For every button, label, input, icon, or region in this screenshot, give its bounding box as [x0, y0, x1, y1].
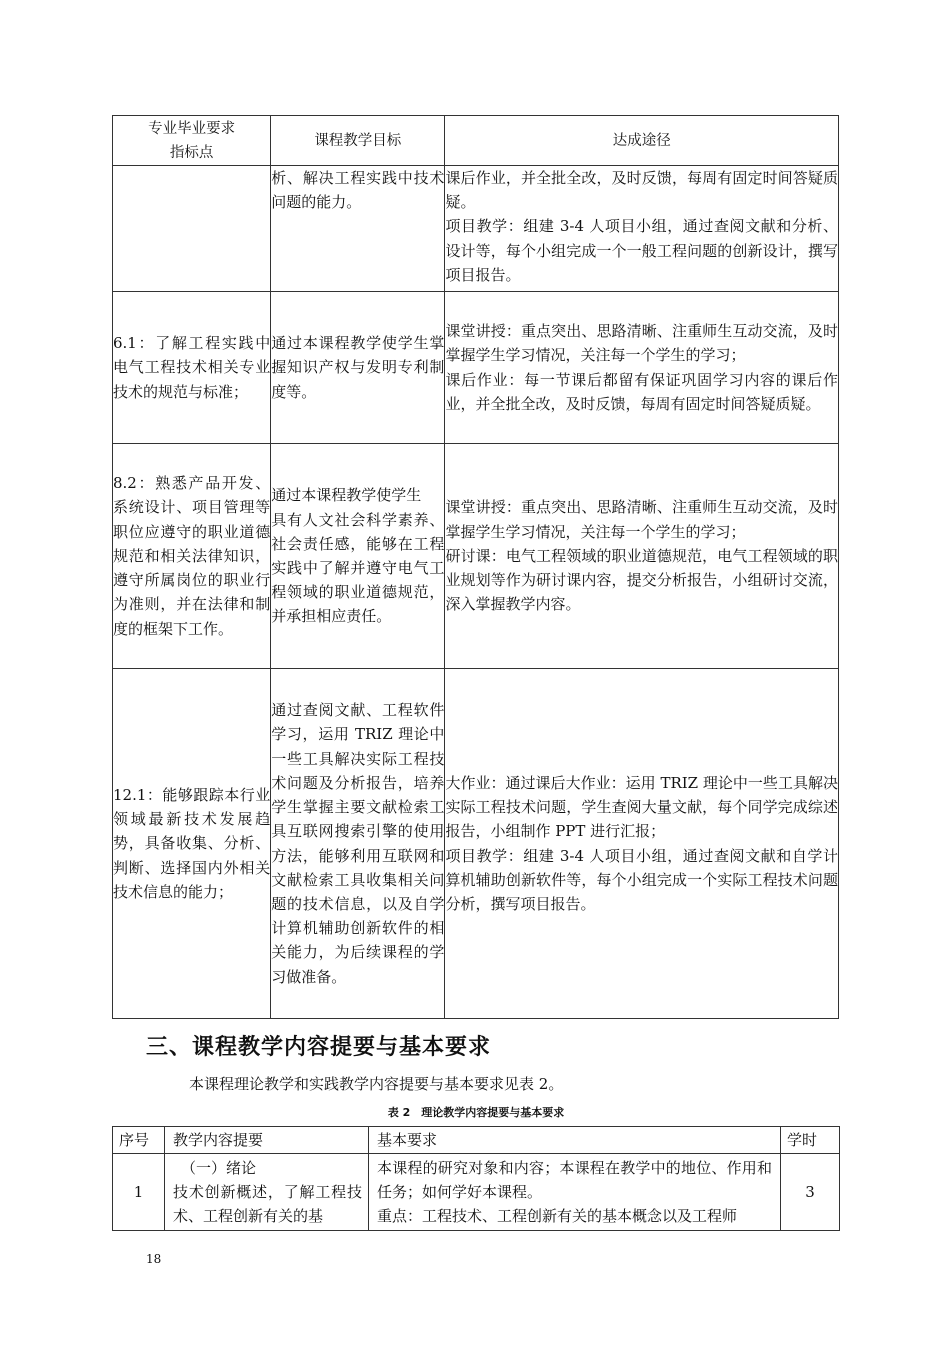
requirement-cell: [369, 1154, 781, 1231]
section-title: 三、课程教学内容提要与基本要求: [146, 1035, 492, 1060]
page-number: 18: [146, 1252, 162, 1266]
table-row: [113, 669, 839, 1019]
ways-cell: [445, 669, 839, 1019]
requirement-cell: 12.1：能够跟踪本行业领域最新技术发展趋势，具备收集、分析、判断、选择国内外相关技术信息的能力；: [113, 669, 271, 1019]
content-table: [112, 1126, 840, 1231]
table-header-row: [113, 1127, 840, 1154]
content-line: （一）绪论: [181, 1159, 257, 1177]
hours-cell: 3: [781, 1154, 840, 1231]
ways-line: 课后作业：每一节课后都留有保证巩固学习内容的课后作业，并全批全改，及时反馈，每周有固定时间答疑质疑。: [445, 370, 838, 413]
ways-line: 项目教学：组建 3-4 人项目小组，通过查阅文献和分析、设计等，每个小组完成一个一般工程问题的创新设计，撰写项目报告。: [445, 217, 838, 284]
requirement-cell: [113, 166, 271, 292]
ways-line: 研讨课：电气工程领域的职业道德规范，电气工程领域的职业规划等作为研讨课内容，提交分析报告，小组研讨交流，深入掌握教学内容。: [445, 546, 838, 614]
goal-cell: 通过查阅文献、工程软件学习，运用 TRIZ 理论中一些工具解决实际工程技术问题及分析报告，培养学生掌握主要文献检索工具互联网搜索引擎的使用方法，能够利用互联网和文献检索工具收集相关问题的技术信息，以及自学计算机辅助创新软件的相关能力，为后续课程的学习做准备。: [271, 669, 445, 1019]
intro-paragraph: 本课程理论教学和实践教学内容提要与基本要求见表 2。: [189, 1075, 564, 1093]
header-content: 教学内容提要: [165, 1127, 369, 1154]
table-row: [113, 1154, 840, 1231]
requirement-cell: 6.1：了解工程实践中电气工程技术相关专业技术的规范与标准；: [113, 292, 271, 444]
row-number: 1: [113, 1154, 165, 1231]
requirement-line: 重点：工程技术、工程创新有关的基本概念以及工程师: [377, 1207, 738, 1225]
ways-cell: [445, 292, 839, 444]
goal-cell: 析、解决工程实践中技术问题的能力。: [271, 166, 445, 292]
table-row: [113, 292, 839, 444]
header-requirement: 专业毕业要求 指标点: [113, 116, 271, 166]
goal-line: 具有人文社会科学素养、社会责任感，能够在工程实践中了解并遵守电气工程领域的职业道德规范，并承担相应责任。: [271, 510, 445, 626]
ways-line: 课后作业，并全批全改，及时反馈，每周有固定时间答疑质疑。: [445, 169, 838, 212]
table-caption: 表 2 理论教学内容提要与基本要求: [387, 1106, 565, 1119]
table-row: [113, 166, 839, 292]
header-requirement: 基本要求: [369, 1127, 781, 1154]
table-row: [113, 444, 839, 669]
goals-table: [112, 115, 839, 1019]
header-hours: 学时: [781, 1127, 840, 1154]
goal-cell: 通过本课程教学使学生掌握知识产权与发明专利制度等。: [271, 292, 445, 444]
header-goal: 课程教学目标: [271, 116, 445, 166]
ways-line: 大作业：通过课后大作业：运用 TRIZ 理论中一些工具解决实际工程技术问题，学生查阅大量文献，每个同学完成综述报告，小组制作 PPT 进行汇报；: [445, 773, 838, 841]
requirement-cell: 8.2：熟悉产品开发、系统设计、项目管理等职位应遵守的职业道德规范和相关法律知识，遵守所属岗位的职业行为准则，并在法律和制度的框架下工作。: [113, 444, 271, 669]
requirement-line: 本课程的研究对象和内容；本课程在教学中的地位、作用和任务；如何学好本课程。: [377, 1159, 772, 1201]
table-header-row: [113, 116, 839, 166]
content-cell: [165, 1154, 369, 1231]
ways-line: 课堂讲授：重点突出、思路清晰、注重师生互动交流，及时掌握学生学习情况，关注每一个学生的学习；: [445, 322, 838, 365]
ways-line: 项目教学：组建 3-4 人项目小组，通过查阅文献和自学计算机辅助创新软件等，每个小组完成一个实际工程技术问题分析，撰写项目报告。: [445, 846, 838, 913]
header-no: 序号: [113, 1127, 165, 1154]
goal-line: 通过本课程教学使学生: [271, 486, 422, 505]
ways-cell: [445, 166, 839, 292]
content-line: 技术创新概述，了解工程技术、工程创新有关的基: [173, 1183, 362, 1225]
ways-cell: [445, 444, 839, 669]
header-ways: 达成途径: [445, 116, 839, 166]
ways-line: 课堂讲授：重点突出、思路清晰、注重师生互动交流，及时掌握学生学习情况，关注每一个学生的学习；: [445, 498, 838, 541]
goal-cell: [271, 444, 445, 669]
